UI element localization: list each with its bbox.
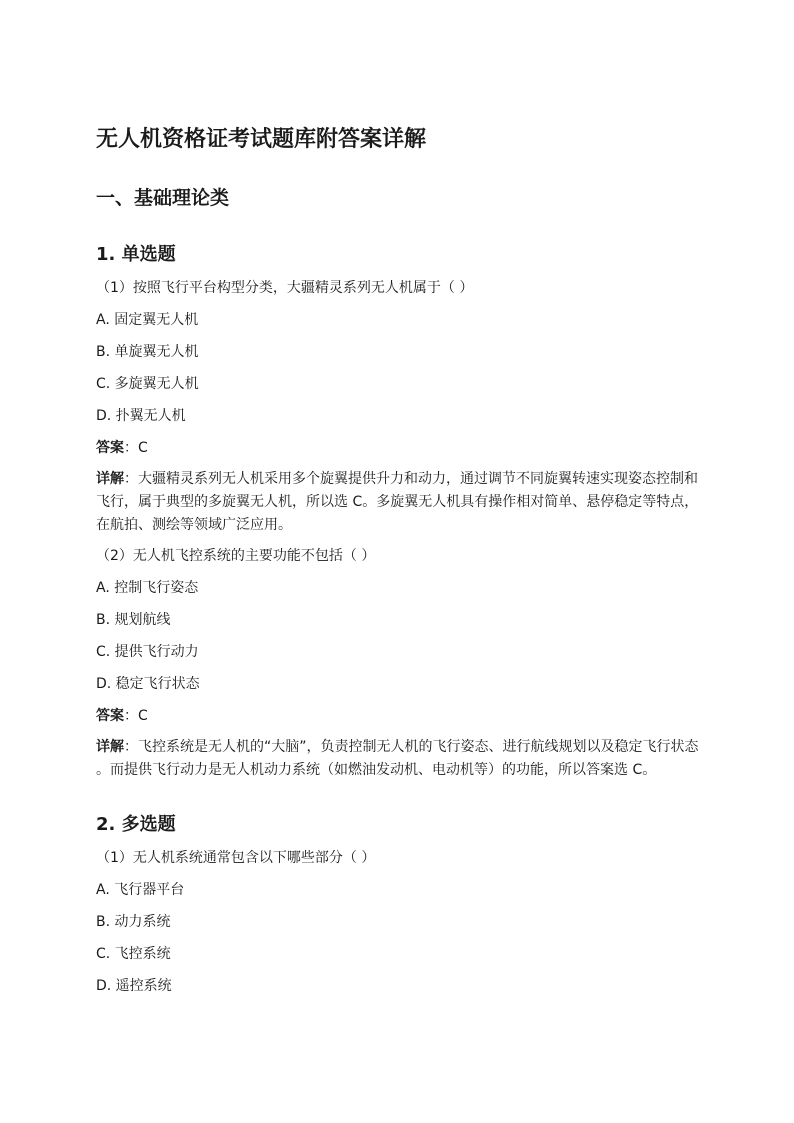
option-a: A. 固定翼无人机 — [96, 312, 199, 328]
answer-value: ：C — [124, 708, 148, 724]
explanation-text: ：大疆精灵系列无人机采用多个旋翼提供升力和动力，通过调节不同旋翼转速实现姿态控制和飞行，属于典型的多旋翼无人机，所以选 C。多旋翼无人机具有操作相对简单、悬停稳定等特点，在航拍、测绘等领域广泛应用。 — [96, 471, 699, 533]
option-c: C. 提供飞行动力 — [96, 644, 199, 660]
option-d: D. 遥控系统 — [96, 978, 172, 994]
option-b: B. 动力系统 — [96, 914, 171, 930]
explanation — [96, 468, 706, 537]
answer-label: 答案 — [96, 440, 124, 456]
option-b: B. 单旋翼无人机 — [96, 344, 199, 360]
option-b: B. 规划航线 — [96, 612, 171, 628]
option-d: D. 稳定飞行状态 — [96, 676, 200, 692]
explanation — [96, 736, 706, 782]
answer-value: ：C — [124, 440, 148, 456]
question-text: （2）无人机飞控系统的主要功能不包括（ ） — [96, 548, 376, 564]
multiple-choice-heading: 2. 多选题 — [96, 814, 176, 835]
explanation-label: 详解 — [96, 739, 124, 755]
option-d: D. 扑翼无人机 — [96, 408, 186, 424]
document-title: 无人机资格证考试题库附答案详解 — [96, 127, 427, 152]
document-page — [96, 120, 706, 997]
option-c: C. 飞控系统 — [96, 946, 171, 962]
answer-line — [96, 437, 706, 459]
explanation-text: ：飞控系统是无人机的“大脑”，负责控制无人机的飞行姿态、进行航线规划以及稳定飞行状态 。而提供飞行动力是无人机动力系统（如燃油发动机、电动机等）的功能，所以答案选 C。 — [96, 739, 699, 778]
explanation-label: 详解 — [96, 471, 124, 487]
option-a: A. 控制飞行姿态 — [96, 580, 199, 596]
answer-label: 答案 — [96, 708, 124, 724]
question-text: （1）按照飞行平台构型分类，大疆精灵系列无人机属于（ ） — [96, 280, 474, 296]
section-heading: 一、基础理论类 — [96, 187, 230, 209]
question-text: （1）无人机系统通常包含以下哪些部分（ ） — [96, 850, 376, 866]
single-choice-heading: 1. 单选题 — [96, 244, 176, 265]
option-c: C. 多旋翼无人机 — [96, 376, 199, 392]
option-a: A. 飞行器平台 — [96, 882, 185, 898]
answer-line — [96, 705, 706, 727]
